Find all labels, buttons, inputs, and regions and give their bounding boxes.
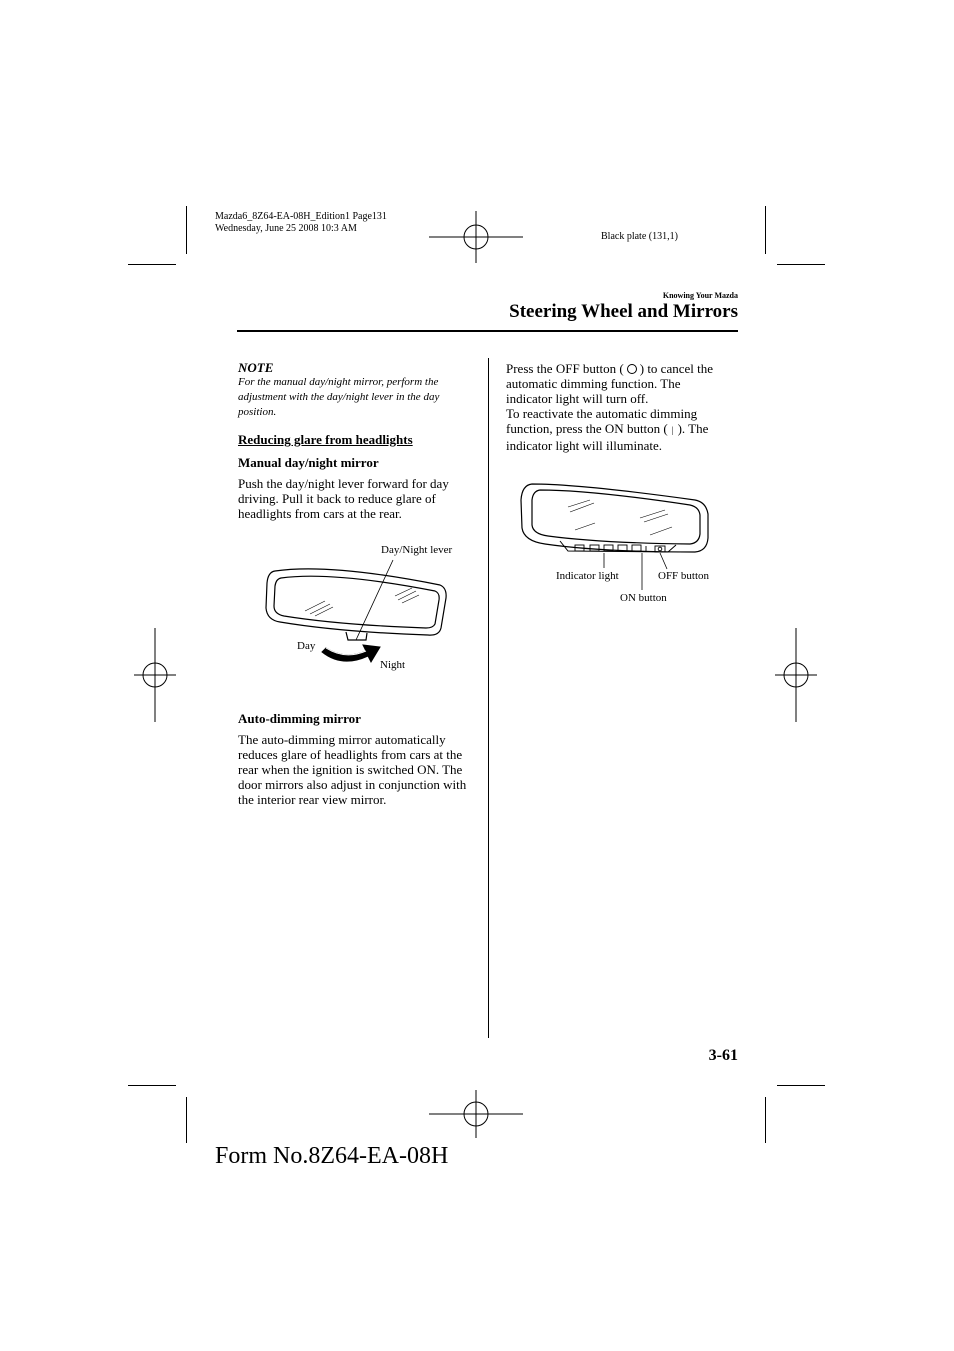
subhead-manual-mirror: Manual day/night mirror [238,455,379,470]
on-text-part2: ). The indicator light will illuminate. [506,421,709,453]
page-title: Steering Wheel and Mirrors [509,301,738,322]
auto-dimming-text: The auto-dimming mirror automatically reduces glare of headlights from cars at the rear when the ignition is switched ON. The door mirrors also adjust in conjunction with the interior rear view mirror. [238,732,467,807]
note-text: For the manual day/night mirror, perform the adjustment with the day/night lever in the day position. [238,376,440,418]
label-on-button: ON button [620,592,667,604]
label-off-button: OFF button [658,570,710,582]
label-day: Day [297,640,316,652]
note-title: NOTE [238,360,274,375]
label-night: Night [380,659,406,671]
manual-mirror-text: Push the day/night lever forward for day driving. Pull it back to reduce glare of headlights from cars at the rear. [238,476,449,521]
plate-info: Black plate (131,1) [601,231,678,242]
label-indicator-light: Indicator light [556,570,619,582]
print-info-line1: Mazda6_8Z64-EA-08H_Edition1 Page131 [215,211,387,222]
label-day-night-lever: Day/Night lever [381,544,453,556]
subhead-auto-dimming: Auto-dimming mirror [238,711,361,726]
off-text-part1: Press the OFF button ( [506,361,624,376]
page-number: 3-61 [708,1047,738,1064]
on-text-part1: To reactivate the automatic dimming function, press the ON button ( [506,406,698,436]
section-label: Knowing Your Mazda [662,291,738,300]
on-symbol-icon: | [671,425,674,435]
print-info-line2: Wednesday, June 25 2008 10:3 AM [215,223,357,234]
form-number: Form No.8Z64-EA-08H [215,1143,449,1169]
off-text-part2: ) to cancel the automatic dimming function. The indicator light will turn off. [506,361,713,406]
subhead-reducing-glare: Reducing glare from headlights [238,432,413,447]
